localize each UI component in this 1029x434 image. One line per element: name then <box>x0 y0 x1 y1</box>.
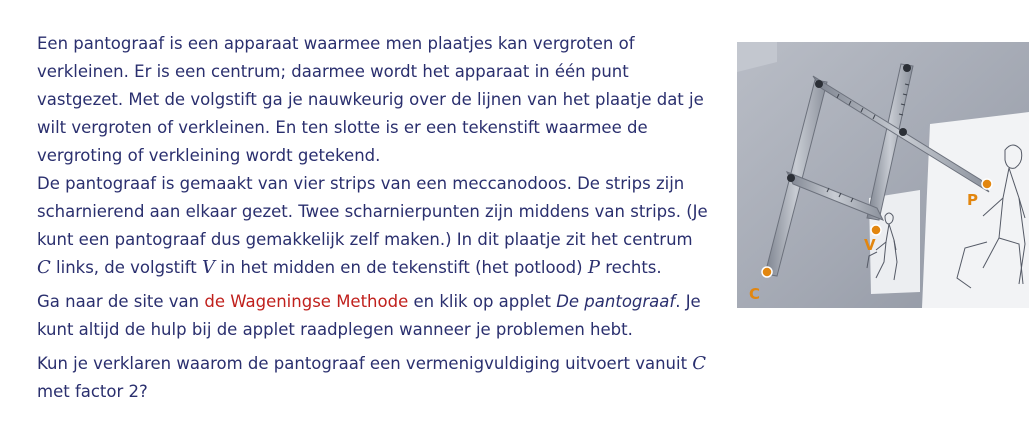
label-c: C <box>749 285 761 303</box>
intro-sentence-8: (Je kunt een pantograaf dus gemakkelijk zelf maken.) <box>37 202 708 249</box>
variable-p: P <box>587 257 600 278</box>
applet-text-before: Ga naar de site van <box>37 292 200 311</box>
intro-sentence-2: Er is een centrum; daarmee wordt het apparaat in één punt vastgezet. <box>37 62 629 109</box>
pantograph-photo <box>737 42 1029 308</box>
center-point-c <box>762 267 772 277</box>
intro-sentence-5: De pantograaf is gemaakt van vier strips van een meccanodoos. <box>37 174 572 193</box>
intro-sentence-1: Een pantograaf is een apparaat waarmee men plaatjes kan vergroten of verkleinen. <box>37 34 635 81</box>
question-text-a: Kun je verklaren waarom de pantograaf een vermenigvuldiging uitvoert vanuit <box>37 354 688 373</box>
applet-text-after: en klik op applet <box>413 292 551 311</box>
follow-point-v <box>871 225 881 235</box>
paragraph-applet <box>37 288 709 344</box>
variable-c: C <box>692 353 707 374</box>
intro-sentence-7: Twee scharnierpunten zijn middens van strips. <box>298 202 681 221</box>
intro-sentence-6: De strips zijn scharnierend aan elkaar gezet. <box>37 174 685 221</box>
large-paper-sheet <box>922 112 1029 308</box>
wageningse-methode-link[interactable]: de Wageningse Methode <box>204 292 409 311</box>
applet-name: De pantograaf <box>556 292 676 311</box>
instruction-text <box>37 30 709 406</box>
pencil-point-p <box>982 179 992 189</box>
paragraph-question <box>37 350 709 406</box>
label-p: P <box>967 191 978 209</box>
intro-sentence-9a: In dit plaatje zit het centrum <box>456 230 693 249</box>
intro-sentence-9c: in het midden en de tekenstift (het potlood) <box>220 258 583 277</box>
intro-sentence-4: En ten slotte is er een tekenstift waarmee de vergroting of verkleining wordt getekend. <box>37 118 648 165</box>
paragraph-intro <box>37 30 709 282</box>
intro-sentence-9b: links, de volgstift <box>56 258 197 277</box>
variable-v: V <box>201 257 215 278</box>
intro-sentence-3: Met de volgstift ga je nauwkeurig over de lijnen van het plaatje dat je wilt vergroten of verkleinen. <box>37 90 704 137</box>
variable-c: C <box>37 257 51 278</box>
applet-text-rest: . Je kunt altijd de hulp bij de applet raadplegen wanneer je problemen hebt. <box>37 292 701 339</box>
intro-sentence-9d: rechts. <box>605 258 662 277</box>
label-v: V <box>864 236 876 254</box>
question-text-b: met factor 2? <box>37 382 148 401</box>
